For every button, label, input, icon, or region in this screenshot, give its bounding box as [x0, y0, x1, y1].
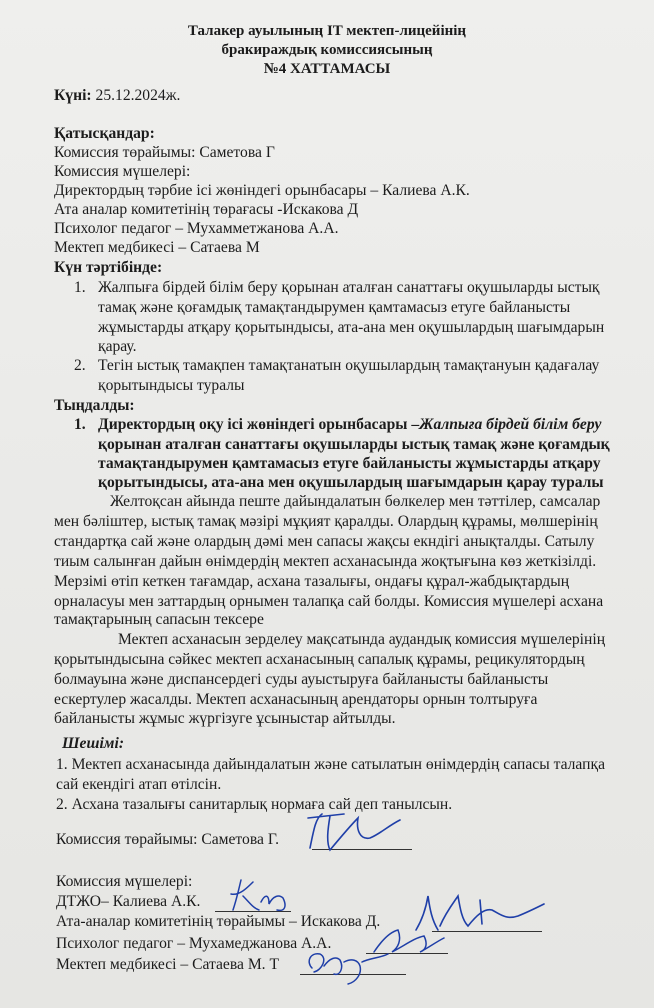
header-line-2: бракираждық комиссиясының	[221, 42, 433, 58]
heard-paragraph-1-line-2: мен бәліштер, ыстық тамақ мәзірі мұқият қаралды. Олардың құрамы, мөлшерінің	[54, 513, 598, 530]
heard-item-1-lead: Директордың оқу ісі жөніндегі орынбасары –	[98, 416, 420, 433]
heard-paragraph-1-line-5: Мерзімі өтіп кеткен тағамдар, асхана тазалығы, ондағы құрал-жабдықтардың	[54, 573, 570, 590]
heard-item-1	[74, 415, 601, 434]
document-header	[0, 22, 654, 79]
participant-chair: Комиссия төрайымы: Саметова Г	[54, 144, 275, 161]
heard-item-1-line-2: қорынан аталған санаттағы оқушыларды ыстық тамақ және қоғамдық	[98, 436, 610, 453]
signatures-members-label: Комиссия мүшелері:	[56, 873, 193, 890]
header-title: №4 ХАТТАМАСЫ	[263, 61, 391, 77]
participants-heading: Қатысқандар:	[54, 125, 155, 142]
participant-member-4: Мектеп медбикесі – Сатаева М	[54, 239, 260, 256]
agenda-item-2-line-2: қорытындысы туралы	[98, 377, 245, 394]
decision-line-1: 1. Мектеп асханасында дайындалатын және сатылатын өнімдердің сапасы талапқа	[56, 756, 605, 773]
agenda-item-2-line-1: Тегін ыстық тамақпен тамақтанатын оқушылардың тамақтануын қадағалау	[98, 357, 600, 374]
signature-member-1: ДТЖО– Калиева А.К.	[56, 893, 201, 910]
heard-paragraph-1-line-4: тиым салынған дайын өнімдердің мектеп асханасында жоқтығына көз жеткізілді.	[54, 553, 597, 570]
heard-heading: Тыңдалды:	[54, 397, 135, 414]
agenda-item-2	[74, 356, 599, 375]
heard-paragraph-1-line-6: орналасуы мен заттардың орнымен талапқа сай болды. Комиссия мүшелері асхана	[54, 593, 604, 610]
heard-paragraph-1-line-3: стандартқа сай және олардың дәмі мен сапасы жақсы екндігі анықталды. Сатылу	[54, 533, 595, 550]
date-value: 25.12.2024ж.	[91, 87, 181, 104]
heard-item-1-number: 1.	[74, 416, 86, 433]
agenda-item-1-line-3: жұмыстарды атқару қорытындысы, ата-ана мен оқушылардың шағымдарын	[98, 319, 605, 336]
agenda-item-1	[74, 278, 600, 297]
header-line-1: Талакер ауылының IT мектеп-лицейінің	[187, 23, 467, 39]
agenda-item-1-line-1: Жалпыға бірдей білім беру қорынан аталған санаттағы оқушыларды ыстық	[98, 279, 600, 296]
decision-heading: Шешімі:	[62, 735, 125, 752]
participant-member-1: Директордың тәрбие ісі жөніндегі орынбасары – Калиева А.К.	[54, 182, 470, 199]
heard-paragraph-1-line-7: тамақтарының сапасын тексере	[54, 611, 264, 628]
agenda-item-2-number: 2.	[74, 357, 86, 374]
heard-paragraph-2-line-3: болмауына және диспансердегі суды ауыстыруға байланысты байланысты	[54, 671, 549, 688]
participant-member-3: Психолог педагог – Мухамметжанова А.А.	[54, 220, 339, 237]
decision-line-3: 2. Асхана тазалығы санитарлық нормаға сай деп танылсын.	[56, 796, 453, 813]
signature-member-2: Ата-аналар комитетінің төрайымы – Искакова Д.	[56, 913, 381, 930]
agenda-item-1-line-2: тамақ және қоғамдық тамақтандырумен қамтамасыз етуге байланысты	[98, 299, 571, 316]
date-line	[54, 86, 180, 105]
agenda-item-1-number: 1.	[74, 279, 86, 296]
heard-paragraph-2-line-4: ескертулер жасалды. Мектеп асханасының арендаторы орнын толтыруға	[54, 691, 538, 708]
chair-signature-mark	[300, 808, 410, 856]
heard-item-1-line-3: тамақтандырумен қамтамасыз етуге байланысты жұмыстарды атқару	[98, 455, 601, 472]
heard-item-1-topic-start: Жалпыға бірдей білім беру	[419, 416, 602, 433]
heard-paragraph-2-line-2: қорытындысына сәйкес мектеп асханасының сапалық құрамы, рецикулятордың	[54, 651, 585, 668]
member-4-signature-mark	[300, 944, 400, 994]
agenda-heading: Күн тәртібінде:	[54, 259, 163, 276]
participant-member-2: Ата аналар комитетінің төрағасы -Искакова Д	[54, 201, 359, 218]
heard-item-1-line-4: қорытындысы, ата-ана мен оқушылардың шағымдарын қарау туралы	[98, 474, 604, 491]
participants-members-label: Комиссия мүшелері:	[54, 163, 191, 180]
signature-chair: Комиссия төрайымы: Саметова Г.	[56, 831, 279, 848]
heard-paragraph-1-line-1: Желтоқсан айында пеште дайындалатын бөлкелер мен тәттілер, самсалар	[110, 493, 601, 510]
signature-member-4: Мектеп медбикесі – Сатаева М. Т	[56, 956, 280, 973]
date-label: Күні:	[54, 87, 92, 104]
heard-paragraph-2-line-5: байланысты жұмыс жүргізуге ұсыныстар айтылды.	[54, 710, 396, 727]
heard-paragraph-2-line-1: Мектеп асханасын зерделеу мақсатында аудандық комиссия мүшелерінің	[118, 631, 606, 648]
decision-line-2: сай екендігі атап өтілсін.	[56, 776, 222, 793]
agenda-item-1-line-4: қарау.	[98, 338, 137, 355]
signature-member-3: Психолог педагог – Мухамеджанова А.А.	[56, 935, 332, 952]
member-1-signature-mark	[225, 876, 297, 916]
